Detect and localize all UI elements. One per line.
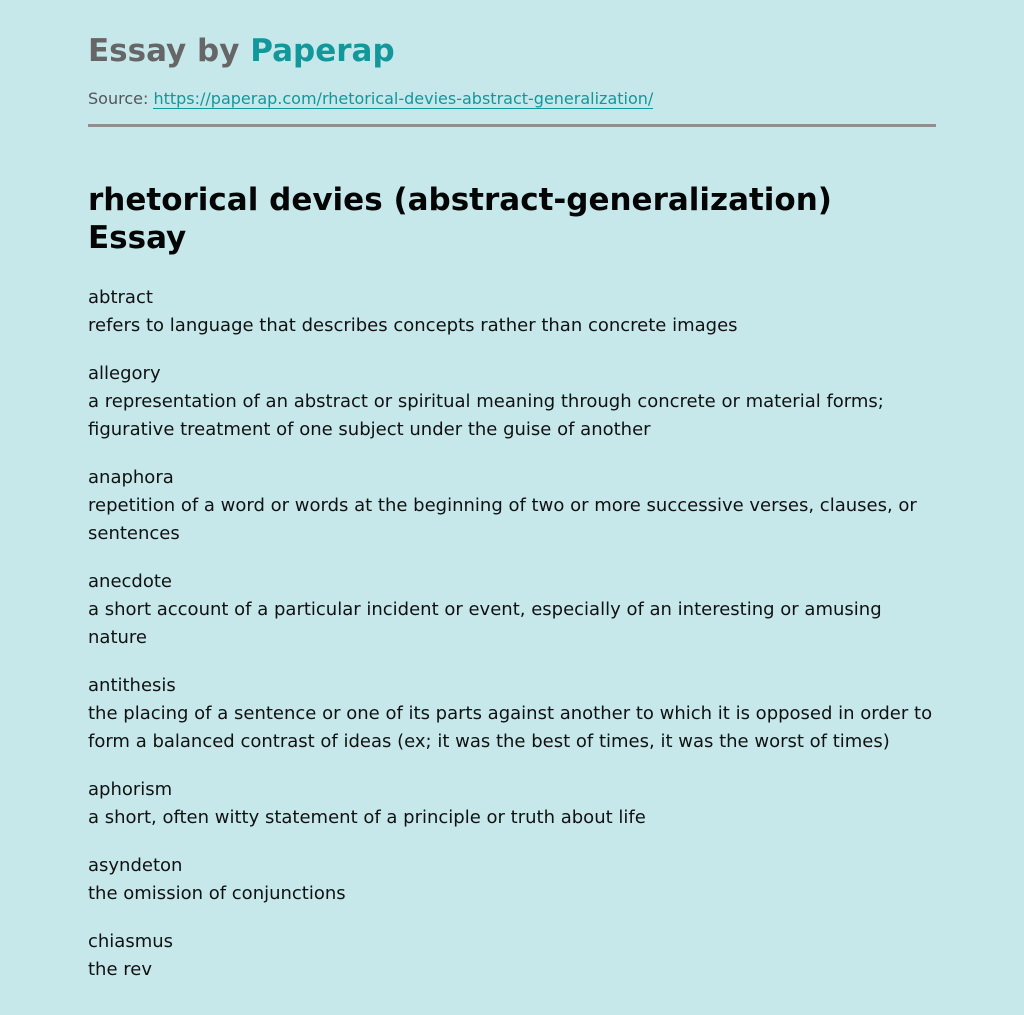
term-anecdote: anecdote bbox=[88, 571, 172, 592]
term-antithesis: antithesis bbox=[88, 675, 176, 696]
definition-chiasmus: the rev bbox=[88, 959, 152, 980]
term-allegory: allegory bbox=[88, 363, 161, 384]
definition-asyndeton: the omission of conjunctions bbox=[88, 883, 346, 904]
definition-abtract: refers to language that describes concepts rather than concrete images bbox=[88, 315, 738, 336]
brand-prefix: Essay by bbox=[88, 33, 251, 69]
glossary-entry-aphorism bbox=[88, 776, 936, 832]
definition-antithesis: the placing of a sentence or one of its parts against another to which it is opposed in order to form a balanced contrast of ideas (ex; it was the best of times, it was the worst of times) bbox=[88, 703, 933, 752]
definition-allegory: a representation of an abstract or spiritual meaning through concrete or material forms; figurative treatment of one subject under the guise of another bbox=[88, 391, 884, 440]
term-anaphora: anaphora bbox=[88, 467, 174, 488]
source-label: Source: bbox=[88, 89, 149, 108]
definition-anecdote: a short account of a particular incident or event, especially of an interesting or amusing nature bbox=[88, 599, 882, 648]
definition-anaphora: repetition of a word or words at the beginning of two or more successive verses, clauses, or sentences bbox=[88, 495, 917, 544]
term-aphorism: aphorism bbox=[88, 779, 173, 800]
content-column bbox=[88, 30, 936, 1004]
term-chiasmus: chiasmus bbox=[88, 931, 174, 952]
glossary-entry-anaphora bbox=[88, 464, 936, 548]
glossary-entry-abtract bbox=[88, 284, 936, 340]
header-divider bbox=[88, 124, 936, 127]
site-brand bbox=[88, 30, 936, 72]
glossary-entry-chiasmus bbox=[88, 928, 936, 984]
glossary-entry-asyndeton bbox=[88, 852, 936, 908]
source-line bbox=[88, 88, 936, 110]
definition-aphorism: a short, often witty statement of a principle or truth about life bbox=[88, 807, 646, 828]
essay-title: rhetorical devies (abstract-generalization) Essay bbox=[88, 182, 832, 256]
glossary-entries bbox=[88, 284, 936, 984]
term-asyndeton: asyndeton bbox=[88, 855, 183, 876]
glossary-entry-allegory bbox=[88, 360, 936, 444]
glossary-entry-antithesis bbox=[88, 672, 936, 756]
brand-name: Paperap bbox=[250, 33, 395, 69]
term-abtract: abtract bbox=[88, 287, 153, 308]
source-link[interactable]: https://paperap.com/rhetorical-devies-abstract-generalization/ bbox=[153, 89, 654, 108]
glossary-entry-anecdote bbox=[88, 568, 936, 652]
